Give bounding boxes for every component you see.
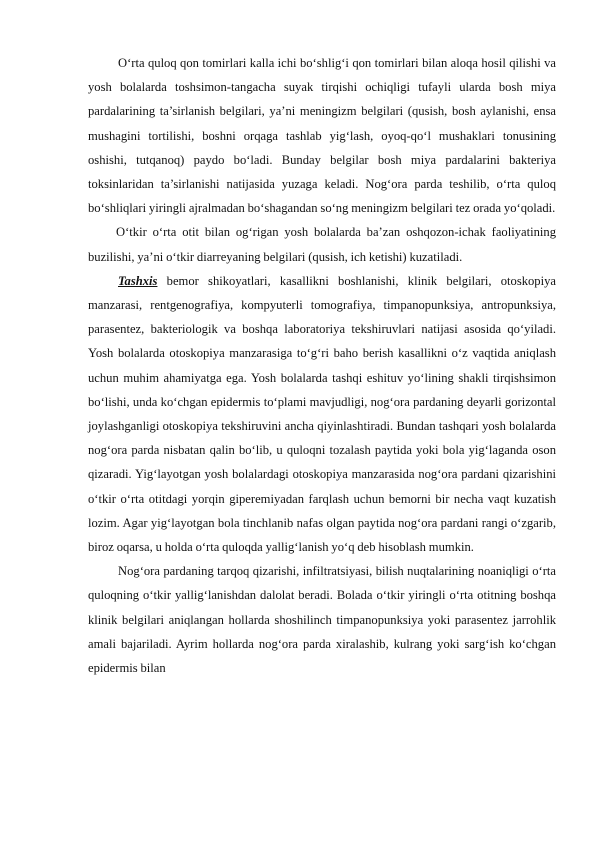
document-page [88,51,556,680]
diagnosis-term: Tashxis [118,273,158,288]
paragraph-eardrum: Nog‘ora pardaning tarqoq qizarishi, infiltratsiyasi, bilish nuqtalarining noaniqligi o‘rta quloqning o‘tkir yallig‘lanishdan dalolat beradi. Bolada o‘tkir yiringli o‘rta otitning boshqa klinik belgilari aniqlangan hollarda shoshilinch timpanopunksiya yoki parasentez jarrohlik amali bajariladi. Ayrim hollarda nog‘ora parda xiralashib, kulrang yoki sarg‘ish ko‘chgan epidermis bilan [88,564,556,676]
diagnosis-text: bemor shikoyatlari, kasallikni boshlanishi, klinik belgilari, otoskopiya manzarasi, rentgenografiya, kompyuterli tomografiya, timpanopunksiya, antropunksiya, parasentez, bakteriologik va boshqa laboratoriya tekshiruvlari natijasi asosida qo‘yiladi. Yosh bolalarda otoskopiya manzarasiga to‘g‘ri baho berish kasallikni o‘z vaqtida aniqlash uchun muhim ahamiyatga ega. Yosh bolalarda tashqi eshituv yo‘lining shakli tirqishsimon bo‘lishi, unda ko‘chgan epidermis to‘plami mavjudligi, nog‘ora pardaning deyarli gorizontal joylashganligi otoskopiya tekshiruvini ancha qiyinlashtiradi. Bundan tashqari yosh bolalarda nog‘ora parda nisbatan qalin bo‘lib, u quloqni tozalash paytida yoki bola yig‘laganda oson qizaradi. Yig‘layotgan yosh bolalardagi otoskopiya manzarasida nog‘ora pardani qizarishini o‘tkir o‘rta otitdagi yorqin giperemiyadan farqlash uchun bemorni bir necha vaqt kuzatish lozim. Agar yig‘layotgan bola tinchlanib nafas olgan paytida nog‘ora pardani rangi o‘zgarib, biroz oqarsa, u holda o‘rta quloqda yallig‘lanish yo‘q deb hisoblash mumkin. [88,273,556,555]
paragraph-meningism: O‘rta quloq qon tomirlari kalla ichi bo‘shlig‘i qon tomirlari bilan aloqa hosil qilishi va yosh bolalarda toshsimon-tangacha suyak tirqishi ochiqligi tufayli ularda bosh miya pardalarining ta’sirlanish belgilari, ya’ni meningizm belgilari (qusish, bosh aylanishi, ensa mushagini tortilishi, boshni orqaga tashlab yig‘lash, oyoq-qo‘l mushaklari tonusining oshishi, tutqanoq) paydo bo‘ladi. Bunday belgilar bosh miya pardalarini bakteriya toksinlaridan ta’sirlanishi natijasida yuzaga keladi. Nog‘ora parda teshilib, o‘rta quloq bo‘shliqlari yiringli ajralmadan bo‘shagandan so‘ng meningizm belgilari tez orada yo‘qoladi. [88,56,556,216]
paragraph-diagnosis [88,269,556,559]
paragraph-diarrhea: O‘tkir o‘rta otit bilan og‘rigan yosh bolalarda ba’zan oshqozon-ichak faoliyatining buzilishi, ya’ni o‘tkir diarreyaning belgilari (qusish, ich ketishi) kuzatiladi. [88,225,556,264]
